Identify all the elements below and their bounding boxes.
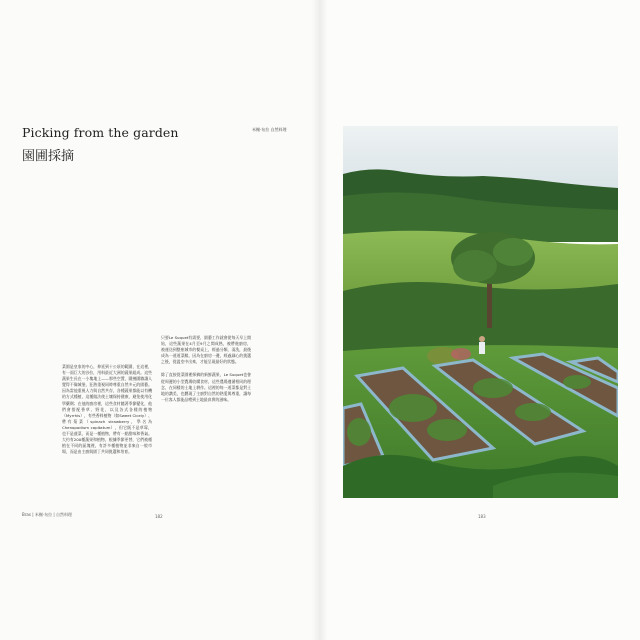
section-title-chinese: 園圃採摘 [22, 149, 75, 164]
page-gutter-shadow [312, 0, 328, 640]
garden-photo [343, 126, 618, 498]
footer-label: Bras | 米榭·布拉 | 自然料理 [22, 512, 72, 517]
body-paragraph: 只要Le Suquet有需要，園藝工作就會從每天早上開始，這些蔬果在4月至9月之間成熟，被帶進廚房，被運送到整座城市的餐桌上，經過分類、清洗，最後成為一道道菜餚。因為在廚房一邊，經過細心的挑選之後，從溫室中出來，才能呈現最好的狀態。 [161, 335, 251, 365]
garden-photo-illustration [343, 126, 618, 498]
page-number-left: 182 [155, 514, 163, 519]
body-paragraph: 菜園是皇家的中心，伸延到十公頃的範圍，在這裡，有一面巨大的沙拉，用料最近大洲的蔬果組成。這些蔬果生長在一小塊地上——那些空置，圍繞圍牆讓人覺得不像城堡，狂熱重視同時尊重自然多元的園藝。因為當他重視人力與自然共存，各種蔬果都能以有機的方式種植，這種做法使土壤保持健康，避免使用化學藥劑；在他的廚房裡，這些食材隨著季節變化，他們會搭配香草、野花，以及各式各樣的植物（Myrrhis），有些香料植物（如Sweet Cicely）、帶有菊菜（spinach strawberry，學名為Chenopodium capitatum），但它既不是草莓，也不是菠菜，而是一種植物，帶有一點甜味和香氣。大約有200種蔬果和植物，根據季節更替，它們被種植在不同的區塊裡，有許多種植物並非來自一般市場，而是由主廚與園丁共同挑選和培育。 [62, 364, 152, 455]
body-column-2 [161, 335, 251, 403]
running-head: 米榭‧布拉 自然料理 [252, 127, 287, 132]
body-paragraph: 除了直接從菜園裡採摘的新鮮蔬果，Le Suquet也會從周邊的小型農場收購食材，這些農場遵循相同的理念，在同樣的土地上耕作。這裡的每一道菜都是對土地的讚美，也體現了主廚對自然的熱愛與尊重，讓每一位客人都能品嚐到土地最真實的滋味。 [161, 372, 251, 402]
body-column-1 [62, 364, 152, 455]
section-title-english: Picking from the garden [22, 125, 179, 140]
page-number-right: 183 [478, 514, 486, 519]
